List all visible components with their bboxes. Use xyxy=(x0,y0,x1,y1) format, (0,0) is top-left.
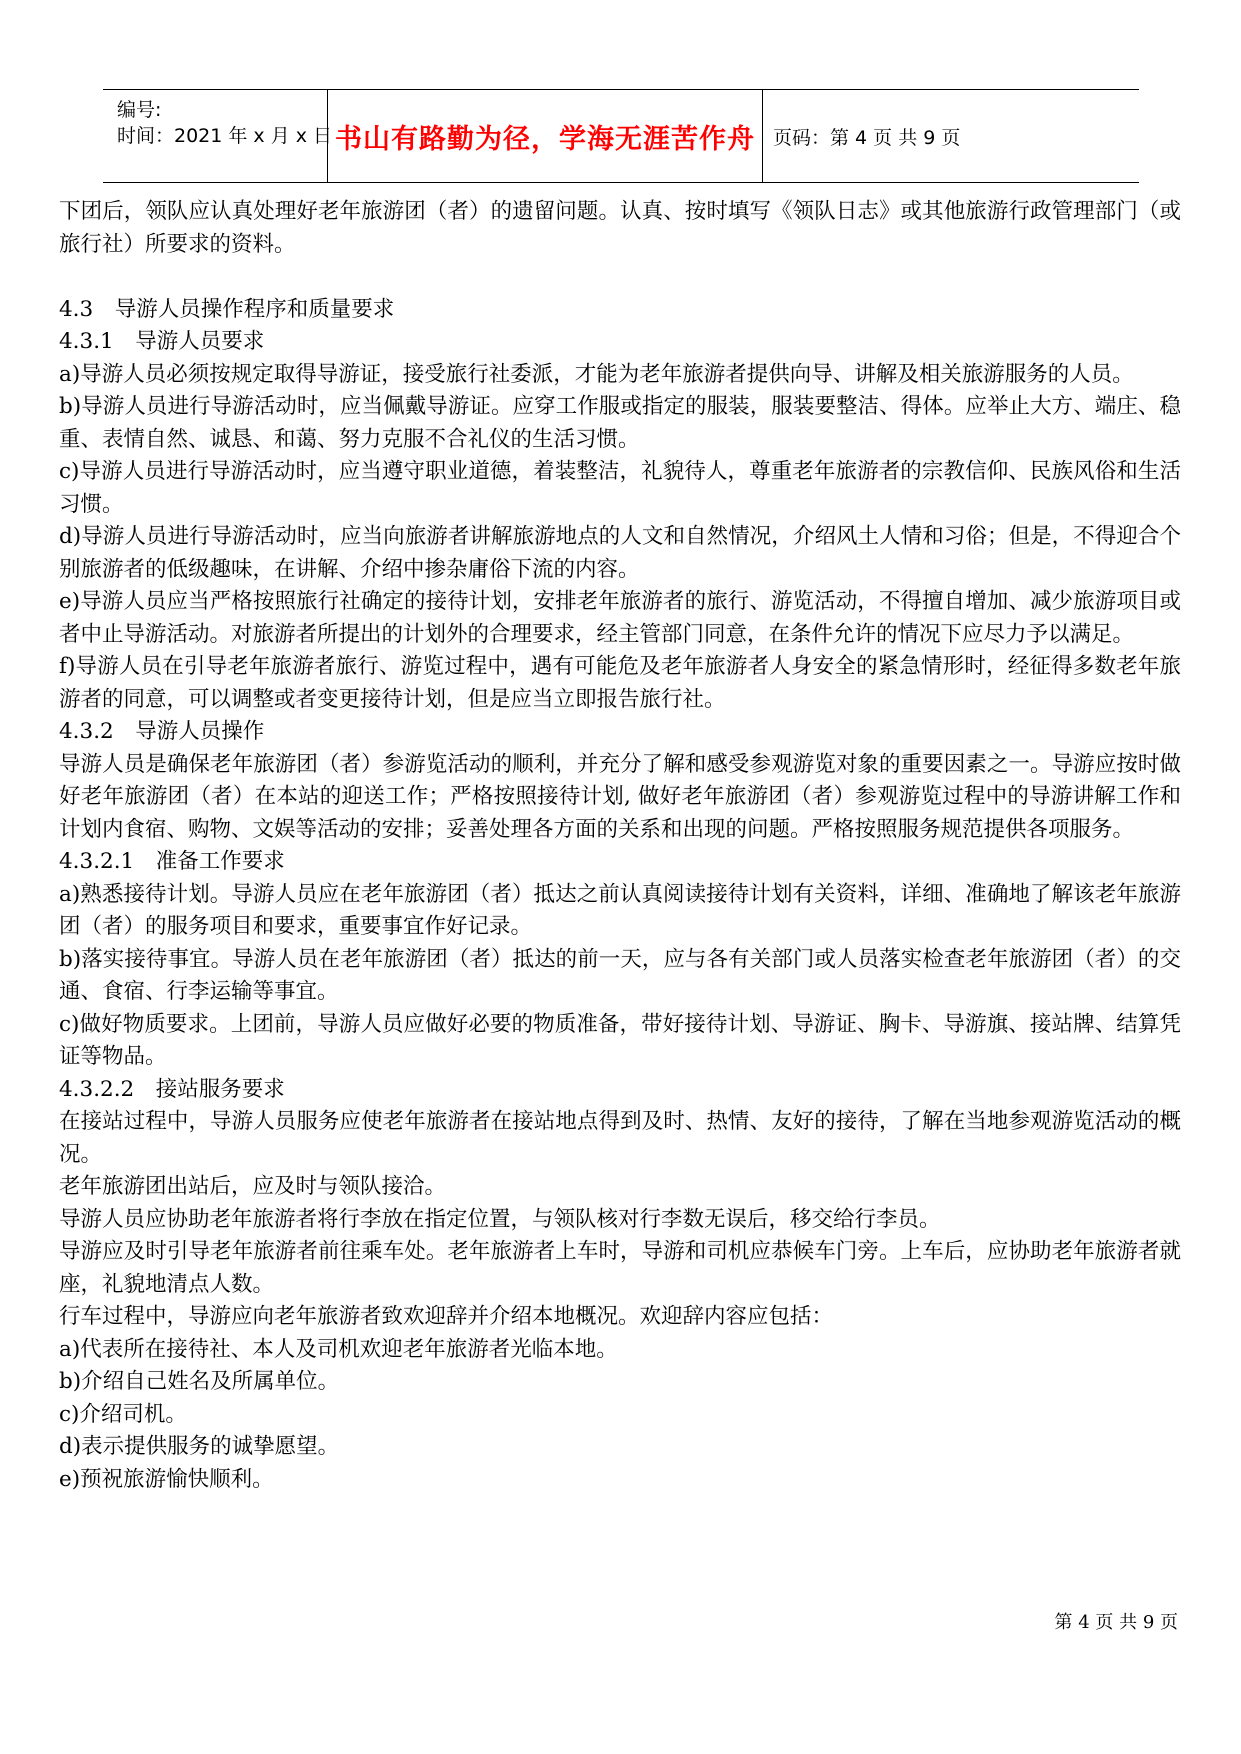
body-paragraph: e)预祝旅游愉快顺利。 xyxy=(59,1466,274,1492)
body-paragraph: 导游应及时引导老年旅游者前往乘车处。老年旅游者上车时，导游和司机应恭候车门旁。上车后，应协助老年旅游者就座，礼貌地清点人数。 xyxy=(59,1239,1181,1297)
section-heading: 4.3.1 导游人员要求 xyxy=(59,329,265,354)
body-paragraph: e)导游人员应当严格按照旅行社确定的接待计划，安排老年旅游者的旅行、游览活动，不得擅自增加、减少旅游项目或者中止导游活动。对旅游者所提出的计划外的合理要求，经主管部门同意，在条件允许的情况下应尽力予以满足。 xyxy=(59,589,1181,647)
header-page-cell xyxy=(763,90,1139,182)
body-paragraph: 下团后，领队应认真处理好老年旅游团（者）的遗留问题。认真、按时填写《领队日志》或其他旅游行政管理部门（或旅行社）所要求的资料。 xyxy=(59,199,1181,257)
body-paragraph: 导游人员应协助老年旅游者将行李放在指定位置，与领队核对行李数无误后，移交给行李员。 xyxy=(59,1206,941,1232)
section-heading: 4.3.2.1 准备工作要求 xyxy=(59,849,285,874)
section-heading: 4.3.2.2 接站服务要求 xyxy=(59,1076,285,1102)
header-motto: 书山有路勤为径，学海无涯苦作舟 xyxy=(335,123,755,155)
document-body xyxy=(59,196,1181,1496)
body-paragraph: a)导游人员必须按规定取得导游证，接受旅行社委派，才能为老年旅游者提供向导、讲解及相关旅游服务的人员。 xyxy=(59,361,1134,387)
header-page-info: 页码：第 4 页 共 9 页 xyxy=(773,126,961,149)
document-date: 时间：2021 年 x 月 x 日 xyxy=(117,125,333,147)
body-paragraph: b)介绍自己姓名及所属单位。 xyxy=(59,1369,340,1394)
page-header xyxy=(103,89,1139,183)
section-heading: 4.3.2 导游人员操作 xyxy=(59,719,265,744)
body-paragraph: d)表示提供服务的诚挚愿望。 xyxy=(59,1434,340,1459)
paragraph-spacer xyxy=(59,261,1181,294)
body-paragraph: c)导游人员进行导游活动时，应当遵守职业道德，着装整洁，礼貌待人，尊重老年旅游者的宗教信仰、民族风俗和生活习惯。 xyxy=(59,459,1181,517)
section-heading: 4.3 导游人员操作程序和质量要求 xyxy=(59,296,395,322)
body-paragraph: c)介绍司机。 xyxy=(59,1401,187,1427)
body-paragraph: 行车过程中，导游应向老年旅游者致欢迎辞并介绍本地概况。欢迎辞内容应包括： xyxy=(59,1304,834,1329)
body-paragraph: c)做好物质要求。上团前，导游人员应做好必要的物质准备，带好接待计划、导游证、胸卡、导游旗、接站牌、结算凭证等物品。 xyxy=(59,1011,1181,1069)
document-number-label: 编号: xyxy=(117,99,162,121)
body-paragraph: 导游人员是确保老年旅游团（者）参游览活动的顺利，并充分了解和感受参观游览对象的重要因素之一。导游应按时做好老年旅游团（者）在本站的迎送工作；严格按照接待计划, 做好老年旅游团（者）参观游览过程中的导游讲解工作和计划内食宿、购物、文娱等活动的安排；妥善处理各方面的关系和出现的问题。严格按照服务规范提供各项服务。 xyxy=(59,751,1181,842)
header-motto-cell xyxy=(328,90,762,182)
body-paragraph: b)导游人员进行导游活动时，应当佩戴导游证。应穿工作服或指定的服装，服装要整洁、得体。应举止大方、端庄、稳重、表情自然、诚恳、和蔼、努力克服不合礼仪的生活习惯。 xyxy=(59,394,1181,452)
body-paragraph: 在接站过程中，导游人员服务应使老年旅游者在接站地点得到及时、热情、友好的接待，了解在当地参观游览活动的概况。 xyxy=(59,1109,1181,1167)
page-footer: 第 4 页 共 9 页 xyxy=(1054,1612,1178,1633)
body-paragraph: a)熟悉接待计划。导游人员应在老年旅游团（者）抵达之前认真阅读接待计划有关资料，详细、准确地了解该老年旅游团（者）的服务项目和要求，重要事宜作好记录。 xyxy=(59,881,1181,939)
body-paragraph: d)导游人员进行导游活动时，应当向旅游者讲解旅游地点的人文和自然情况，介绍风土人情和习俗；但是，不得迎合个别旅游者的低级趣味，在讲解、介绍中掺杂庸俗下流的内容。 xyxy=(59,524,1181,582)
body-paragraph: 老年旅游团出站后，应及时与领队接洽。 xyxy=(59,1174,447,1199)
body-paragraph: f)导游人员在引导老年旅游者旅行、游览过程中，遇有可能危及老年旅游者人身安全的紧急情形时，经征得多数老年旅游者的同意，可以调整或者变更接待计划，但是应当立即报告旅行社。 xyxy=(59,654,1181,712)
body-paragraph: b)落实接待事宜。导游人员在老年旅游团（者）抵达的前一天，应与各有关部门或人员落实检查老年旅游团（者）的交通、食宿、行李运输等事宜。 xyxy=(59,946,1181,1004)
body-paragraph: a)代表所在接待社、本人及司机欢迎老年旅游者光临本地。 xyxy=(59,1336,618,1362)
